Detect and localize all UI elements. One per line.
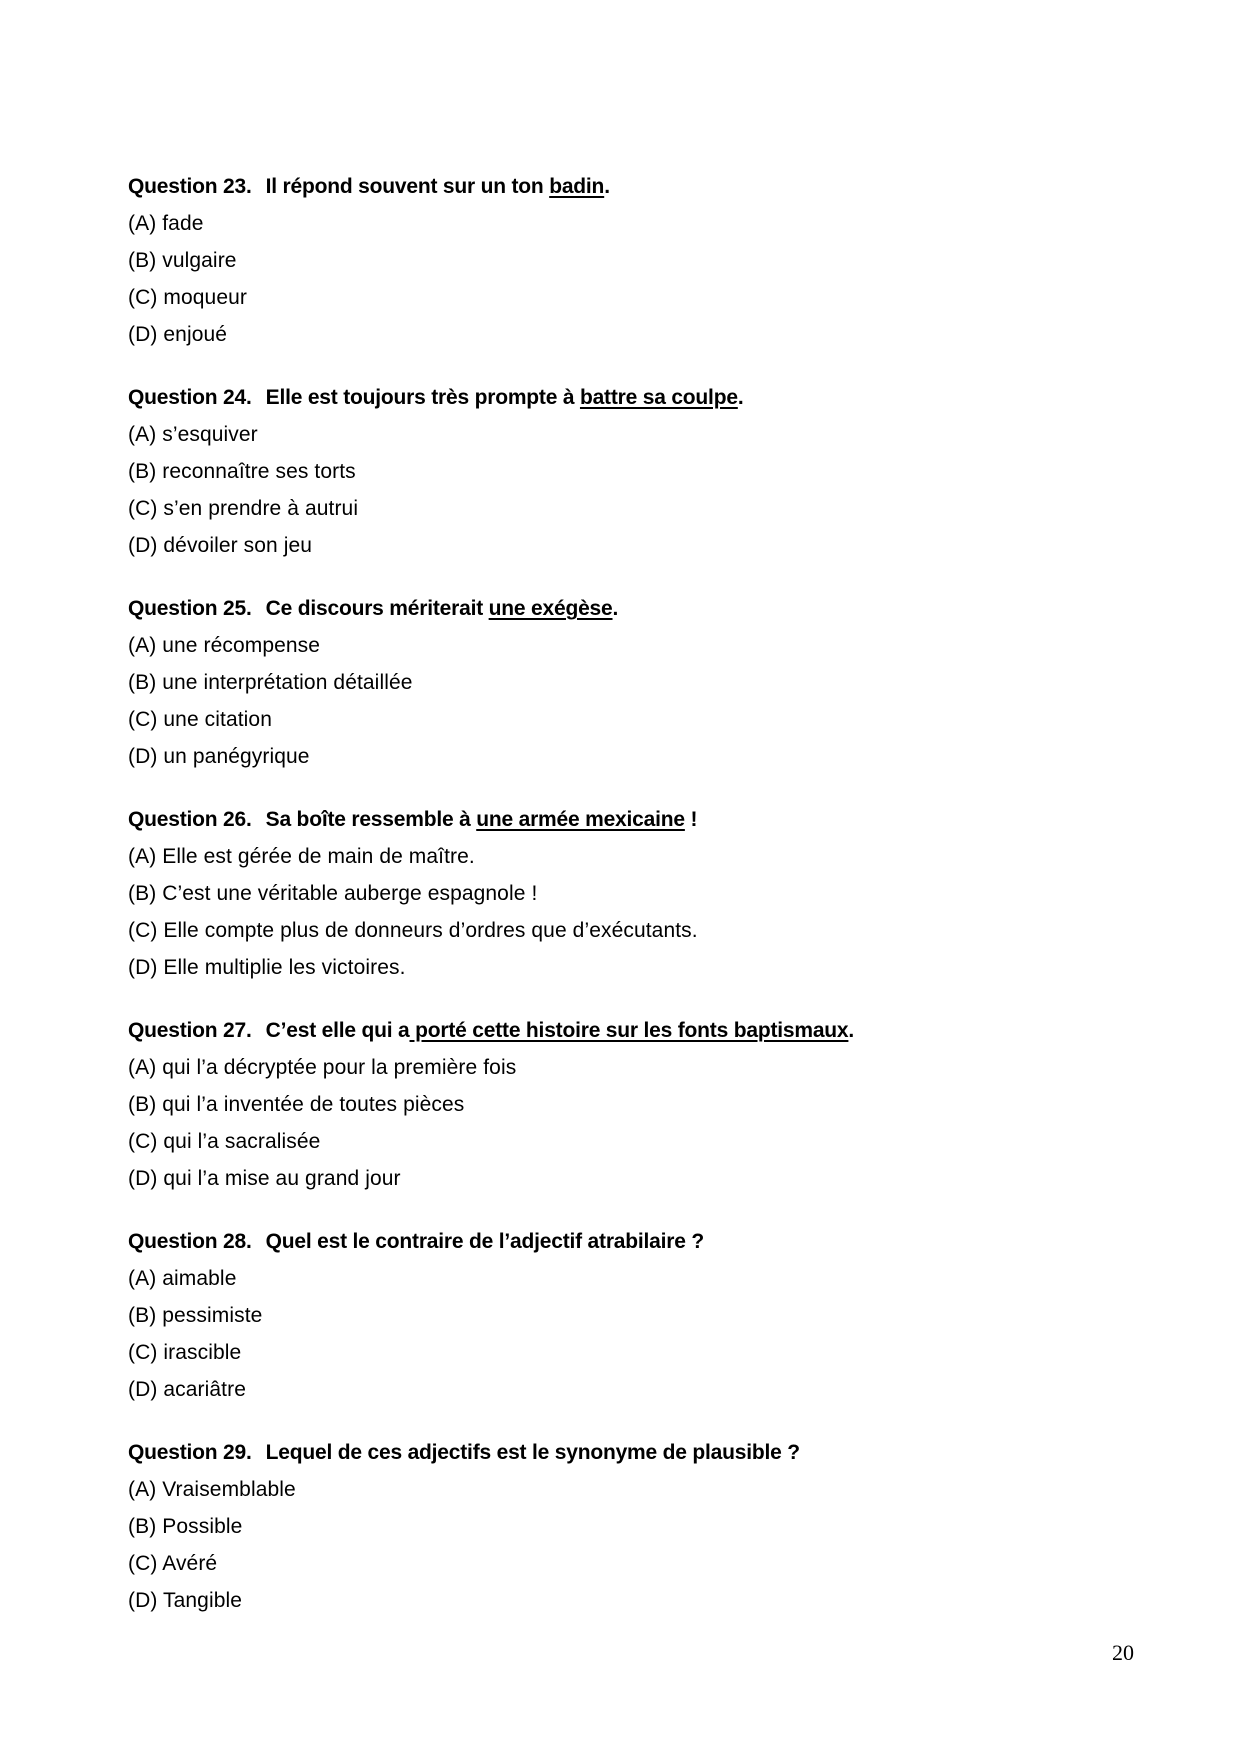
- option-a: (A) Elle est gérée de main de maître.: [128, 845, 475, 868]
- option-a: (A) fade: [128, 212, 204, 235]
- option-b: (B) Possible: [128, 1515, 243, 1538]
- option-c: (C) une citation: [128, 708, 272, 731]
- option-d: (D) un panégyrique: [128, 745, 310, 768]
- question-title: [128, 168, 1128, 205]
- underlined-term: une exégèse: [488, 597, 613, 620]
- question-25: [128, 590, 1128, 775]
- option-a: (A) qui l’a décryptée pour la première fois: [128, 1056, 517, 1079]
- question-number: Question 27.: [128, 1019, 252, 1042]
- question-prompt: Sa boîte ressemble à: [265, 808, 477, 831]
- question-prompt: Ce discours mériterait: [265, 597, 489, 620]
- option-a: (A) une récompense: [128, 634, 321, 657]
- option-d: (D) Elle multiplie les victoires.: [128, 956, 406, 979]
- question-28: [128, 1223, 1128, 1408]
- option-d: (D) acariâtre: [128, 1378, 246, 1401]
- question-title: [128, 1223, 1128, 1260]
- question-prompt: C’est elle qui a: [265, 1019, 410, 1042]
- question-29: [128, 1434, 1128, 1619]
- question-number: Question 29.: [128, 1441, 252, 1464]
- question-title: [128, 590, 1128, 627]
- question-prompt: Il répond souvent sur un ton: [265, 175, 550, 198]
- question-title: [128, 1434, 1128, 1471]
- question-number: Question 28.: [128, 1230, 252, 1253]
- question-punctuation: .: [612, 597, 619, 620]
- option-a: (A) Vraisemblable: [128, 1478, 296, 1501]
- question-27: [128, 1012, 1128, 1197]
- option-c: (C) Avéré: [128, 1552, 218, 1575]
- option-b: (B) C’est une véritable auberge espagnole !: [128, 882, 538, 905]
- underlined-term: porté cette histoire sur les fonts baptismaux: [409, 1019, 849, 1042]
- question-23: [128, 168, 1128, 353]
- option-c: (C) qui l’a sacralisée: [128, 1130, 321, 1153]
- question-number: Question 25.: [128, 597, 252, 620]
- question-list: [128, 168, 1128, 1645]
- question-number: Question 26.: [128, 808, 252, 831]
- question-number: Question 24.: [128, 386, 252, 409]
- question-prompt: Elle est toujours très prompte à: [265, 386, 580, 409]
- option-c: (C) moqueur: [128, 286, 247, 309]
- question-24: [128, 379, 1128, 564]
- option-d: (D) dévoiler son jeu: [128, 534, 313, 557]
- underlined-term: battre sa coulpe: [579, 386, 738, 409]
- question-punctuation: .: [604, 175, 610, 198]
- option-d: (D) enjoué: [128, 323, 228, 346]
- question-punctuation: .: [848, 1019, 855, 1042]
- option-b: (B) une interprétation détaillée: [128, 671, 413, 694]
- option-c: (C) irascible: [128, 1341, 242, 1364]
- page-number: 20: [1112, 1640, 1134, 1665]
- underlined-term: badin: [549, 175, 605, 198]
- option-d: (D) qui l’a mise au grand jour: [128, 1167, 401, 1190]
- option-c: (C) Elle compte plus de donneurs d’ordres que d’exécutants.: [128, 919, 698, 942]
- option-a: (A) aimable: [128, 1267, 237, 1290]
- option-b: (B) vulgaire: [128, 249, 237, 272]
- question-title: [128, 1012, 1128, 1049]
- option-d: (D) Tangible: [128, 1589, 243, 1612]
- question-prompt: Quel est le contraire de l’adjectif atrabilaire ?: [265, 1230, 704, 1253]
- question-punctuation: !: [684, 808, 698, 831]
- question-punctuation: .: [737, 386, 744, 409]
- question-title: [128, 801, 1128, 838]
- question-prompt: Lequel de ces adjectifs est le synonyme de plausible ?: [265, 1441, 800, 1464]
- question-title: [128, 379, 1128, 416]
- option-c: (C) s’en prendre à autrui: [128, 497, 359, 520]
- question-number: Question 23.: [128, 175, 252, 198]
- option-b: (B) qui l’a inventée de toutes pièces: [128, 1093, 465, 1116]
- question-26: [128, 801, 1128, 986]
- option-b: (B) pessimiste: [128, 1304, 263, 1327]
- underlined-term: une armée mexicaine: [476, 808, 685, 831]
- option-a: (A) s’esquiver: [128, 423, 258, 446]
- option-b: (B) reconnaître ses torts: [128, 460, 356, 483]
